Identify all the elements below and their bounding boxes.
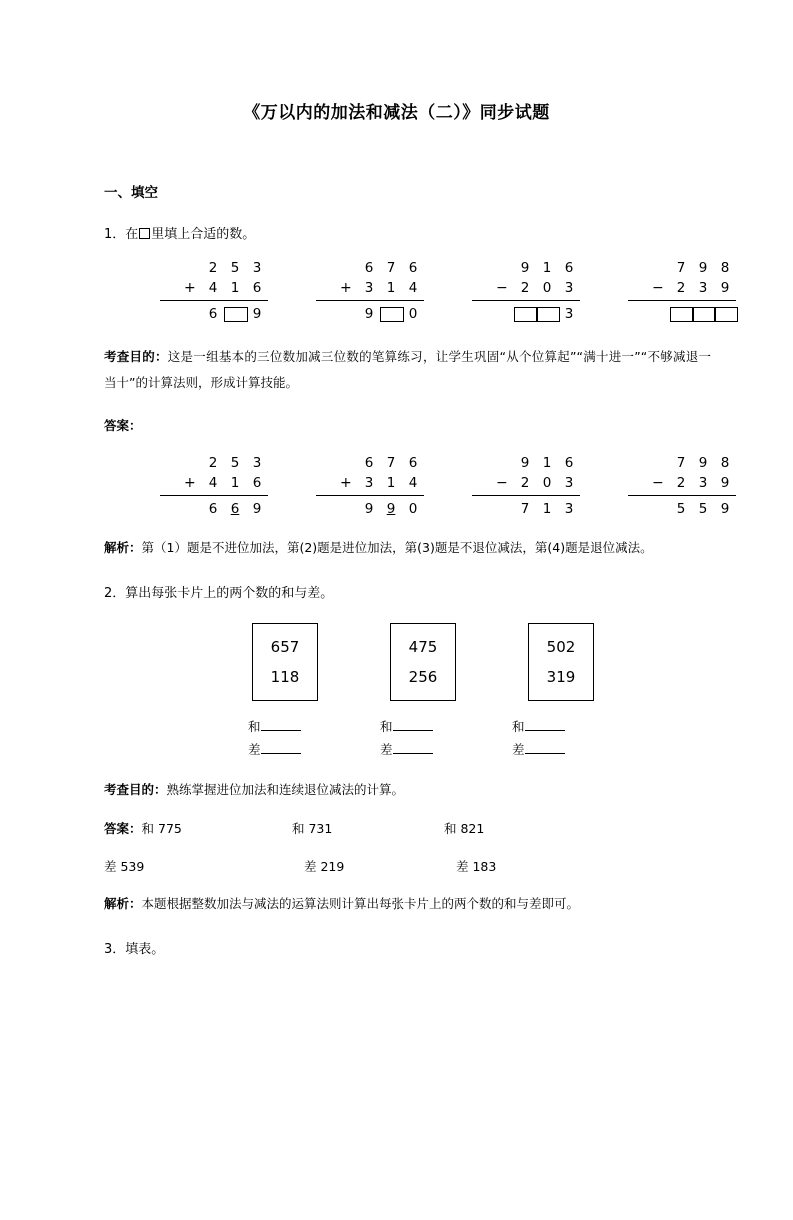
calc-top-digits [358, 260, 424, 276]
card-bottom-number: 118 [270, 667, 300, 686]
calc-bottom-digits [670, 475, 736, 491]
analysis-label: 解析： [104, 540, 142, 555]
document-page [0, 98, 793, 1220]
digit-filled: 9 [386, 501, 396, 517]
card-bottom-number: 256 [408, 667, 438, 686]
digit: 6 [408, 260, 418, 276]
calc-operator: + [184, 280, 196, 296]
calc-top-digits [514, 260, 580, 276]
purpose-text: 这是一组基本的三位数加减三位数的笔算练习，让学生巩固“从个位算起”“满十进一”“不够减退一当十”的计算法则，形成计算技能。 [104, 349, 711, 391]
calc-operator: − [652, 475, 664, 491]
digit: 2 [208, 455, 218, 471]
calc-bottom-digits [670, 280, 736, 296]
diff-blank-row [380, 738, 452, 761]
sum-label: 和 [512, 718, 525, 734]
calc-result-line [628, 499, 736, 519]
sum-blank-row [512, 715, 584, 738]
digit: 8 [720, 455, 730, 471]
calc-top-digits [514, 455, 580, 471]
calc-top-line [316, 453, 424, 473]
digit: 0 [408, 306, 418, 322]
digit: 6 [564, 260, 574, 276]
question-1-prompt [104, 223, 741, 242]
digit: 3 [698, 280, 708, 296]
analysis-text: 第（1）题是不进位加法，第(2)题是进位加法，第(3)题是不退位减法，第(4)题是退位减法。 [141, 540, 653, 555]
calc-rule [472, 495, 580, 496]
digit: 6 [364, 260, 374, 276]
digit: 9 [364, 306, 374, 322]
calc-rule [316, 495, 424, 496]
calc-bottom-line [316, 473, 424, 493]
question-3-number: 3． [104, 941, 126, 957]
digit: 7 [386, 455, 396, 471]
question-3-prompt [104, 938, 741, 957]
calc-problem-1 [160, 258, 268, 324]
calc-answer-1 [160, 453, 268, 519]
calc-top-line [628, 258, 736, 278]
calc-bottom-digits [358, 475, 424, 491]
calc-result-line [628, 304, 736, 324]
calc-bottom-line [316, 278, 424, 298]
analysis-text: 本题根据整数加法与减法的运算法则计算出每张卡片上的两个数的和与差即可。 [141, 896, 580, 912]
calc-top-digits [670, 455, 736, 471]
question-1-answers [160, 453, 741, 519]
digit: 3 [364, 475, 374, 491]
calc-top-digits [202, 260, 268, 276]
calc-bottom-line [160, 278, 268, 298]
digit: 5 [230, 455, 240, 471]
square-box-icon [139, 228, 150, 239]
question-2-answers-diffs [104, 857, 741, 875]
calc-bottom-digits [514, 280, 580, 296]
calc-bottom-digits [202, 280, 268, 296]
calc-top-digits [202, 455, 268, 471]
digit: 3 [564, 501, 574, 517]
digit: 3 [564, 306, 574, 322]
digit: 5 [698, 501, 708, 517]
number-card-3 [528, 623, 594, 701]
digit: 6 [208, 306, 218, 322]
calc-top-line [628, 453, 736, 473]
calc-bottom-digits [358, 280, 424, 296]
digit: 6 [564, 455, 574, 471]
purpose-text: 熟练掌握进位加法和连续退位减法的计算。 [166, 781, 405, 797]
answer-diff-3: 差 183 [456, 859, 497, 875]
question-2-purpose [104, 779, 711, 802]
digit: 1 [542, 260, 552, 276]
sum-label: 和 [248, 718, 261, 734]
diff-blank[interactable] [525, 753, 565, 754]
diff-blank-row [248, 738, 320, 761]
digit-filled: 6 [230, 501, 240, 517]
question-1-problems [160, 258, 741, 324]
calc-operator: + [340, 475, 352, 491]
page-title: 《万以内的加法和减法（二）》同步试题 [243, 103, 550, 123]
question-2-number: 2． [104, 585, 126, 601]
digit: 2 [676, 475, 686, 491]
calc-bottom-digits [514, 475, 580, 491]
digit: 0 [542, 475, 552, 491]
calc-result-digits [358, 501, 424, 517]
diff-blank-row [512, 738, 584, 761]
calc-bottom-line [628, 278, 736, 298]
sum-blank-row [248, 715, 320, 738]
card-top-number: 657 [270, 637, 300, 656]
question-1-answer-label-row [104, 415, 711, 438]
digit: 3 [252, 260, 262, 276]
sum-blank[interactable] [261, 730, 301, 731]
digit: 9 [252, 306, 262, 322]
sum-blank[interactable] [525, 730, 565, 731]
calc-operator: − [652, 280, 664, 296]
square-box-icon [514, 307, 538, 322]
card-bottom-number: 319 [546, 667, 576, 686]
calc-result-digits [358, 306, 424, 322]
purpose-label: 考查目的： [104, 781, 167, 797]
digit: 9 [364, 501, 374, 517]
digit: 9 [720, 475, 730, 491]
calc-result-line [316, 304, 424, 324]
calc-problem-2 [316, 258, 424, 324]
calc-result-line [316, 499, 424, 519]
calc-operator: − [496, 280, 508, 296]
digit: 4 [208, 280, 218, 296]
digit: 7 [676, 260, 686, 276]
calc-top-line [160, 453, 268, 473]
digit: 9 [698, 260, 708, 276]
question-3-text: 填表。 [125, 941, 165, 957]
diff-blank[interactable] [261, 753, 301, 754]
blank-group-3 [512, 715, 584, 761]
question-2-prompt [104, 582, 741, 601]
diff-label: 差 [380, 741, 393, 757]
digit: 4 [208, 475, 218, 491]
blank-group-2 [380, 715, 452, 761]
question-1-analysis [104, 537, 711, 560]
diff-label: 差 [512, 741, 525, 757]
square-box-icon [714, 307, 738, 322]
answer-sum-1: 和 775 [141, 821, 182, 837]
digit: 9 [720, 501, 730, 517]
question-1-text: 在 里填上合适的数。 [125, 227, 256, 242]
calc-top-line [160, 258, 268, 278]
answer-sum-3: 和 821 [444, 821, 485, 837]
digit: 6 [252, 475, 262, 491]
question-2-text: 算出每张卡片上的两个数的和与差。 [125, 585, 334, 601]
question-2-blanks [248, 715, 741, 761]
digit: 9 [252, 501, 262, 517]
digit: 3 [252, 455, 262, 471]
calc-bottom-digits [202, 475, 268, 491]
blank-group-1 [248, 715, 320, 761]
digit: 7 [386, 260, 396, 276]
section-heading-fill-in-blank: 一、填空 [104, 185, 158, 201]
calc-result-digits [514, 501, 580, 517]
calc-rule [316, 300, 424, 301]
calc-answer-3 [472, 453, 580, 519]
digit: 2 [208, 260, 218, 276]
calc-operator: − [496, 475, 508, 491]
square-box-icon [670, 307, 694, 322]
question-2-analysis [104, 893, 711, 916]
card-top-number: 475 [408, 637, 438, 656]
digit: 3 [698, 475, 708, 491]
analysis-label: 解析： [104, 896, 142, 912]
digit: 1 [542, 455, 552, 471]
answer-box[interactable] [670, 306, 692, 322]
calc-top-line [316, 258, 424, 278]
question-1-purpose [104, 344, 711, 397]
digit: 0 [542, 280, 552, 296]
diff-label: 差 [248, 741, 261, 757]
square-box-icon [380, 307, 404, 322]
calc-top-digits [670, 260, 736, 276]
digit: 2 [520, 475, 530, 491]
answer-sum-2: 和 731 [292, 821, 333, 837]
calc-bottom-line [472, 473, 580, 493]
digit: 9 [520, 260, 530, 276]
digit: 4 [408, 280, 418, 296]
calc-answer-2 [316, 453, 424, 519]
digit: 9 [698, 455, 708, 471]
answer-box[interactable] [224, 306, 246, 322]
digit: 1 [386, 280, 396, 296]
answer-box[interactable] [714, 306, 736, 322]
answer-diff-2: 差 219 [304, 859, 345, 875]
digit: 2 [520, 280, 530, 296]
digit: 5 [676, 501, 686, 517]
digit: 1 [230, 475, 240, 491]
calc-top-line [472, 258, 580, 278]
calc-result-line [160, 304, 268, 324]
calc-bottom-line [160, 473, 268, 493]
digit: 9 [520, 455, 530, 471]
digit: 3 [564, 280, 574, 296]
digit: 7 [676, 455, 686, 471]
sum-blank[interactable] [393, 730, 433, 731]
calc-result-line [472, 304, 580, 324]
calc-result-digits [670, 501, 736, 517]
answer-box[interactable] [514, 306, 536, 322]
calc-rule [160, 495, 268, 496]
calc-rule [160, 300, 268, 301]
digit: 3 [564, 475, 574, 491]
calc-problem-4 [628, 258, 736, 324]
digit: 2 [676, 280, 686, 296]
calc-operator: + [340, 280, 352, 296]
digit: 1 [542, 501, 552, 517]
digit: 0 [408, 501, 418, 517]
answer-box[interactable] [380, 306, 402, 322]
digit: 6 [364, 455, 374, 471]
square-box-icon [224, 307, 248, 322]
calc-operator: + [184, 475, 196, 491]
answer-box[interactable] [692, 306, 714, 322]
calc-result-digits [202, 306, 268, 322]
question-2-answers-sums [104, 819, 741, 837]
calc-result-line [160, 499, 268, 519]
calc-top-digits [358, 455, 424, 471]
digit: 6 [408, 455, 418, 471]
digit: 7 [520, 501, 530, 517]
calc-bottom-line [472, 278, 580, 298]
diff-blank[interactable] [393, 753, 433, 754]
digit: 1 [230, 280, 240, 296]
calc-problem-3 [472, 258, 580, 324]
question-2-cards [252, 623, 741, 701]
square-box-icon [536, 307, 560, 322]
calc-answer-4 [628, 453, 736, 519]
digit: 6 [252, 280, 262, 296]
calc-result-digits [670, 306, 736, 322]
calc-bottom-line [628, 473, 736, 493]
purpose-label: 考查目的： [104, 349, 168, 364]
square-box-icon [692, 307, 716, 322]
calc-rule [628, 300, 736, 301]
calc-result-digits [514, 306, 580, 322]
digit: 5 [230, 260, 240, 276]
card-top-number: 502 [546, 637, 576, 656]
digit: 9 [720, 280, 730, 296]
answer-box[interactable] [536, 306, 558, 322]
answer-sum-1-wrap [104, 819, 292, 837]
answer-label: 答案： [104, 821, 142, 837]
question-1-number: 1． [104, 227, 126, 242]
answer-diff-1: 差 539 [104, 859, 145, 875]
answer-label: 答案： [104, 417, 142, 433]
calc-result-digits [202, 501, 268, 517]
calc-rule [628, 495, 736, 496]
digit: 1 [386, 475, 396, 491]
digit: 4 [408, 475, 418, 491]
sum-label: 和 [380, 718, 393, 734]
number-card-2 [390, 623, 456, 701]
sum-blank-row [380, 715, 452, 738]
calc-result-line [472, 499, 580, 519]
digit: 3 [364, 280, 374, 296]
calc-top-line [472, 453, 580, 473]
digit: 6 [208, 501, 218, 517]
digit: 8 [720, 260, 730, 276]
number-card-1 [252, 623, 318, 701]
calc-rule [472, 300, 580, 301]
